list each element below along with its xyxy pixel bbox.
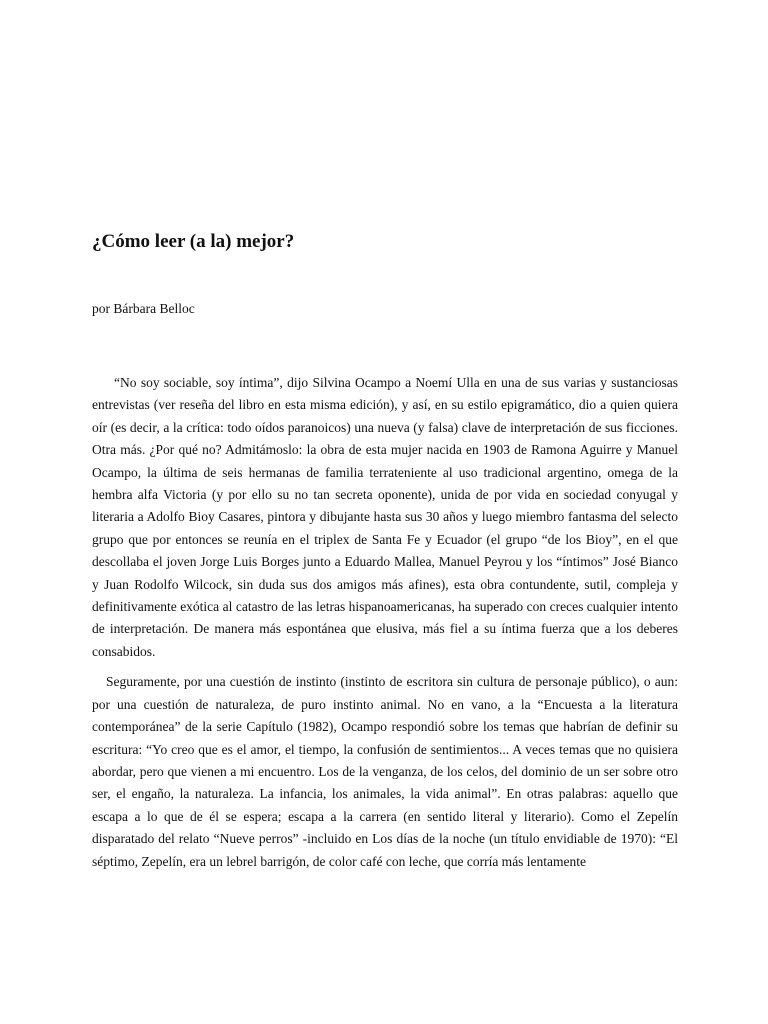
article-byline: por Bárbara Belloc [92,301,195,316]
body-paragraph: “No soy sociable, soy íntima”, dijo Silvina Ocampo a Noemí Ulla en una de sus varias y sustanciosas entrevistas (ver reseña del libro en esta misma edición), y así, en su estilo epigramático, dio a quien quiera oír (es decir, a la crítica: todo oídos paranoicos) una nueva (y falsa) clave de interpretación de sus ficciones. Otra más. ¿Por qué no? Admitámoslo: la obra de esta mujer nacida en 1903 de Ramona Aguirre y Manuel Ocampo, la última de seis hermanas de familia terrateniente al uso tradicional argentino, omega de la hembra alfa Victoria (y por ello su no tan secreta oponente), unida de por vida en sociedad conyugal y literaria a Adolfo Bioy Casares, pintora y dibujante hasta sus 30 años y luego miembro fantasma del selecto grupo que por entonces se reunía en el triplex de Santa Fe y Ecuador (el grupo “de los Bioy”, en el que descollaba el joven Jorge Luis Borges junto a Eduardo Mallea, Manuel Peyrou y los “íntimos” José Bianco y Juan Rodolfo Wilcock, sin duda sus dos amigos más afines), esta obra contundente, sutil, compleja y definitivamente exótica al catastro de las letras hispanoamericanas, ha superado con creces cualquier intento de interpretación. De manera más espontánea que elusiva, más fiel a su íntima fuerza que a los deberes consabidos. [92,375,678,659]
body-paragraph: Seguramente, por una cuestión de instinto (instinto de escritora sin cultura de personaje público), o aun: por una cuestión de naturaleza, de puro instinto animal. No en vano, a la “Encuesta a la literatura contemporánea” de la serie Capítulo (1982), Ocampo respondió sobre los temas que habrían de definir su escritura: “Yo creo que es el amor, el tiempo, la confusión de sentimientos... A veces temas que no quisiera abordar, pero que vienen a mi encuentro. Los de la venganza, de los celos, del dominio de un ser sobre otro ser, el engaño, la naturaleza. La infancia, los animales, la vida animal”. En otras palabras: aquello que escapa a lo que de él se espera; escapa a la carrera (en sentido literal y literario). Como el Zepelín disparatado del relato “Nueve perros” -incluido en Los días de la noche (un título envidiable de 1970): “El séptimo, Zepelín, era un lebrel barrigón, de color café con leche, que corría más lentamente [92,674,678,869]
article-title: ¿Cómo leer (a la) mejor? [92,231,295,252]
article-body [92,372,678,881]
